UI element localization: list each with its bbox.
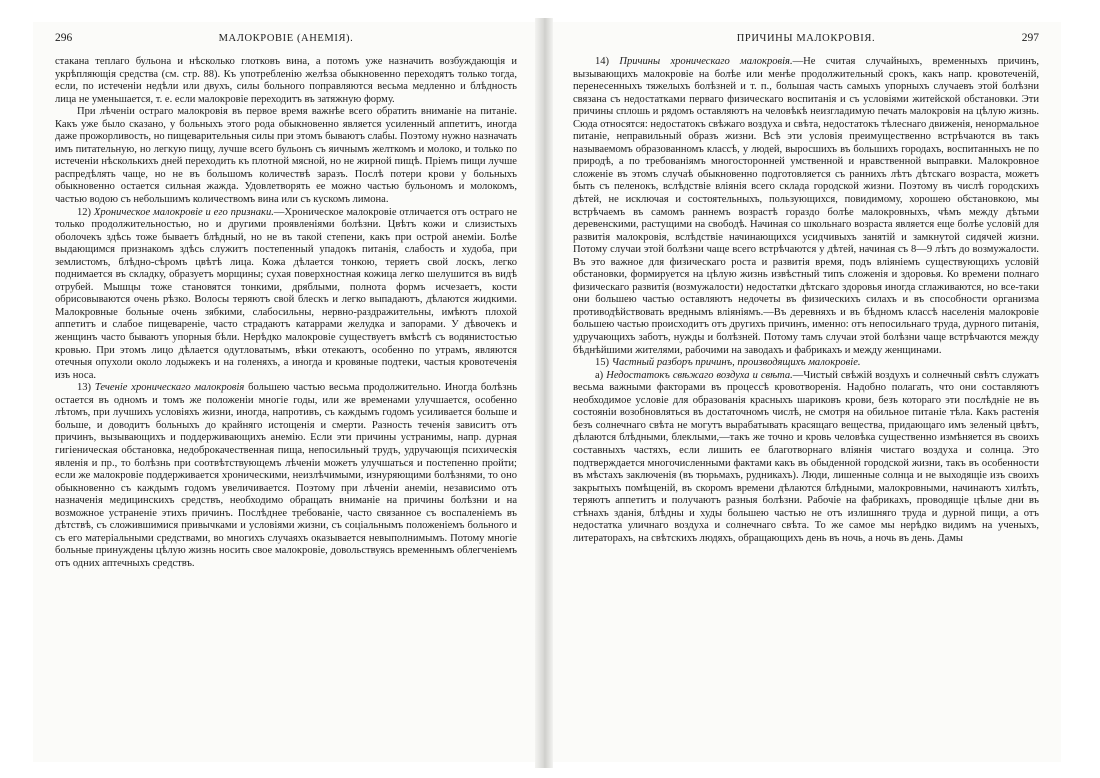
section-number: а) [595,369,604,381]
paragraph [573,357,1039,370]
section-heading: Хроническое малокровіе и его признаки. [93,206,274,218]
paragraph [55,382,517,570]
paragraph-text: —Не считая случайныхъ, временныхъ причинъ, вызывающихъ малокровіе на болѣе или менѣе продолжительный срокъ, какъ напр. кровотеченій, перенесенныхъ тяжелыхъ болѣзней и т. п., большая часть самыхъ упорныхъ случаевъ этой болѣзни связана съ недостатками перваго физическаго воспитанія и съ условіями житейской обстановки. Эти причины сплошь и рядомъ оставляютъ на человѣкѣ неизгладимую печать малокровія на цѣлую жизнь. Сюда относятся: недостатокъ свѣжаго воздуха и свѣта, недостатокъ тѣлеснаго движенія, ненормальное питаніе, неправильный образъ жизни. Всѣ эти условія преимущественно встрѣчаются въ такъ называемомъ образованномъ классѣ, у людей, выросшихъ въ большихъ городахъ, воспитанныхъ не по природѣ, а по требованіямъ многосторонней умственной и нравственной выправки. Малокровное сложеніе въ этомъ случаѣ обыкновенно подготовляется съ раннихъ лѣтъ дѣтскаго возраста, можетъ быть съ пеленокъ, вслѣдствіе вліянія всего склада городской жизни. Поэтому въ числѣ городскихъ дѣтей, не исключая и состоятельныхъ, пользующихся, повидимому, хорошею обстановкою, мы встрѣчаемъ въ самомъ раннемъ возрастѣ гораздо болѣе малокровныхъ, чѣмъ между дѣтьми деревенскими, растущими на свободѣ. Начиная со школьнаго возраста является еще болѣе условій для развитія малокровія, вслѣдствіе начинающихся усидчивыхъ занятій и замкнутой сидячей жизни. Потому случаи этой болѣзни чаще всего встрѣчаются у дѣтей, начиная съ 8—9 лѣтъ до возмужалости. Въ это важное для физическаго роста и развитія время, подъ вліяніемъ существующихъ условій обстановки, формируется на цѣлую жизнь извѣстный типъ сложенія и здоровья. Ко времени полнаго физическаго развитія (возмужалости) недостатки дѣтскаго здоровья иногда сглаживаются, но все-таки они большею частью оставляютъ недочеты въ физическихъ силахъ и въ способности организма противодѣйствовать вреднымъ вліяніямъ.—Въ деревняхъ и въ бѣдномъ классѣ населенія малокровіе большею частью происходитъ отъ другихъ причинъ, именно: отъ непосильнаго труда, дурного питанія, удручающихъ заботъ, нужды и болѣзней. Потому тамъ случаи этой болѣзни чаще встрѣчаются между бѣднѣйшими жителями, рабочими на заводахъ и фабрикахъ и между женщинами. [573,56,1039,356]
section-heading: Недостатокъ свѣжаго воздуха и свѣта. [606,369,793,381]
left-page [33,22,535,762]
section-number: 14) [595,56,610,67]
section-heading: Причины хроническаго малокровія. [619,56,793,67]
section-heading: Теченіе хроническаго малокровія [94,382,245,394]
right-page-body [573,56,1039,545]
paragraph-text: стакана теплаго бульона и нѣсколько глотковъ вина, а потомъ уже назначить возбуждающія и укрѣпляющія средства (см. стр. 88). Къ употребленію желѣза обыкновенно переходятъ только тогда, если, по истеченіи недѣли или двухъ, силы больного поправляются весьма медленно и блѣдность лица не уменьшается, т. е. если малокровіе переходитъ въ затяжную форму. [55,56,517,105]
left-page-header [55,32,517,50]
page-number: 296 [55,32,73,44]
paragraph [55,207,517,383]
paragraph [55,106,517,206]
paragraph-text: —Чистый свѣжій воздухъ и солнечный свѣтъ служатъ весьма важными факторами въ процессѣ кровотворенія. Надобно полагать, что они составляютъ необходимое условіе для образованія красныхъ шариковъ крови, безъ котораго эти послѣдніе не въ состояніи возобновляться въ достаточномъ числѣ, не смотря на обильное питаніе тѣла. Какъ растенія безъ солнечнаго свѣта не могутъ вырабатывать красящаго вещества, придающаго имъ зеленый цвѣтъ, дѣлаются блѣдными, блеклыми,—такъ же точно и кровь человѣка существенно измѣняется въ своихъ составныхъ частяхъ, если лишить ее благотворнаго вліянія чистаго воздуха и солнца. Это подтверждается многочисленными фактами какъ въ обыденной городской жизни, такъ въ особенности въ мѣстахъ заключенія (въ тюрьмахъ, рудникахъ). Люди, лишенные солнца и не выходящіе изъ своихъ закрытыхъ помѣщеній, въ скоромъ времени дѣлаются блѣдными, малокровными, начинаютъ хилѣть, теряютъ аппетитъ и получаютъ разныя болѣзни. Рабочіе на фабрикахъ, проводящіе цѣлые дни въ стѣнахъ зданія, блѣдны и худы большею частью не отъ излишняго труда и дурной пищи, а отъ недостатка уличнаго воздуха и солнечнаго свѣта. То же самое мы нерѣдко видимъ на ученыхъ, литераторахъ, на свѣтскихъ людяхъ, обращающихъ день въ ночь, а ночь въ день. Дамы [573,369,1039,544]
paragraph [55,56,517,106]
paragraph [573,370,1039,546]
right-page-header [573,32,1039,50]
running-head: ПРИЧИНЫ МАЛОКРОВІЯ. [736,33,876,44]
section-number: 13) [77,382,92,394]
section-heading: Частный разборъ причинъ, производящихъ малокровіе. [611,357,861,369]
paragraph [573,56,1039,357]
right-page [553,22,1061,762]
paragraph-text: При лѣченіи остраго малокровія въ первое время важнѣе всего обратить вниманіе на питаніе. Какъ уже было сказано, у больныхъ этого рода обыкновенно является усиленный аппетитъ, иногда даже прожорливость, но пищеварительныя силы при этомъ бываютъ слабы. Поэтому нужно назначать имъ питательную, но легкую пищу, лучше всего бульонъ съ яичнымъ желткомъ и молоко, и только по истеченіи нѣсколькихъ дней переходить къ плотной мясной, но не жирной пищѣ. Пріемъ пищи лучше распредѣлять чаще, но не въ большомъ количествѣ заразъ. Послѣ потери крови у больныхъ обыкновенно остается сильная жажда. Удовлетворять ее можно частью бульономъ и молокомъ, частью водою съ небольшимъ количествомъ вина или съ кускомъ лимона. [55,106,517,206]
book-gutter [535,18,553,768]
page-number: 297 [1021,32,1039,44]
paragraph-text: большею частью весьма продолжительно. Иногда болѣзнь остается въ одномъ и томъ же положеніи многіе годы, или же временами улучшается, особенно лѣтомъ, при лучшихъ условіяхъ жизни, иногда, напротивъ, съ каждымъ годомъ усиливается больше и больше, и доводитъ больныхъ до крайняго истощенія и смерти. Разность теченія зависитъ отъ причинъ, вызывающихъ и поддерживающихъ анемію. Если эти причины устранимы, напр. дурная гигіеническая обстановка, недоброкачественная пища, непосильный трудъ, удручающія психическія явленія и пр., то болѣзнь при соотвѣтствующемъ лѣченіи можетъ улучшаться и постепенно пройти; если же малокровіе поддерживается хроническими, неизлѣчимыми, изнуряющими болѣзнями, то оно обыкновенно съ каждымъ годомъ увеличивается. Поэтому при лѣченіи анеміи, независимо отъ назначенія медицинскихъ средствъ, необходимо обращать вниманіе на причины болѣзни и на возможное устраненіе этихъ причинъ. Послѣднее требованіе, часто связанное съ воспаленіемъ въ дѣтствѣ, съ сложившимися привычками и условіями жизни, съ соціальнымъ положеніемъ больного и съ его матеріальными средствами, во многихъ случаяхъ оказывается невыполнимымъ. Потому многіе больные принуждены цѣлую жизнь носить свое малокровіе, довольствуясь временнымъ облегченіемъ отъ одних аптечныхъ средствъ. [55,382,517,569]
left-page-body [55,56,517,570]
running-head: МАЛОКРОВІЕ (АНЕМІЯ). [218,33,354,44]
section-number: 12) [77,206,92,218]
paragraph-text: —Хроническое малокровіе отличается отъ остраго не только продолжительностью, но и другими проявленіями болѣзни. Цвѣтъ кожи и слизистыхъ оболочекъ здѣсь тоже бываетъ блѣдный, но не въ такой степени, какъ при острой анеміи. Болѣе выдающимся признакомъ здѣсь служитъ постепенный упадокъ питанія, слабость и худоба, при землистомъ, блѣдно-сѣромъ цвѣтѣ лица. Кожа дѣлается тонкою, теряетъ свой лоскъ, легко поднимается въ складку, образуетъ морщины; сухая поверхностная кожица легко шелушится въ видѣ отрубей. Мышцы тоже становятся тонкими, дряблыми, полнота формъ исчезаетъ, кости обрисовываются очень рѣзко. Волосы теряютъ свой блескъ и легко выпадаютъ, дѣлаются жидкими. Малокровные больные очень зябкими, слабосильны, нервно-раздражительны, имѣютъ плохой аппетитъ и слабое пищевареніе, часто страдаютъ катаррами желудка и запорами. У дѣвочекъ и женщинъ часто бываютъ упорныя бѣли. Нерѣдко малокровіе существуетъ вмѣстѣ съ водянистостью кровью. При этомъ лицо дѣлается одутловатымъ, вѣки отекаютъ, особенно по утрамъ, являются отечныя опухоли около лодыжекъ и на голеняхъ, а иногда и кровяные подтеки, частыя кровотеченія изъ носа. [55,206,517,381]
section-number: 15) [595,357,610,369]
